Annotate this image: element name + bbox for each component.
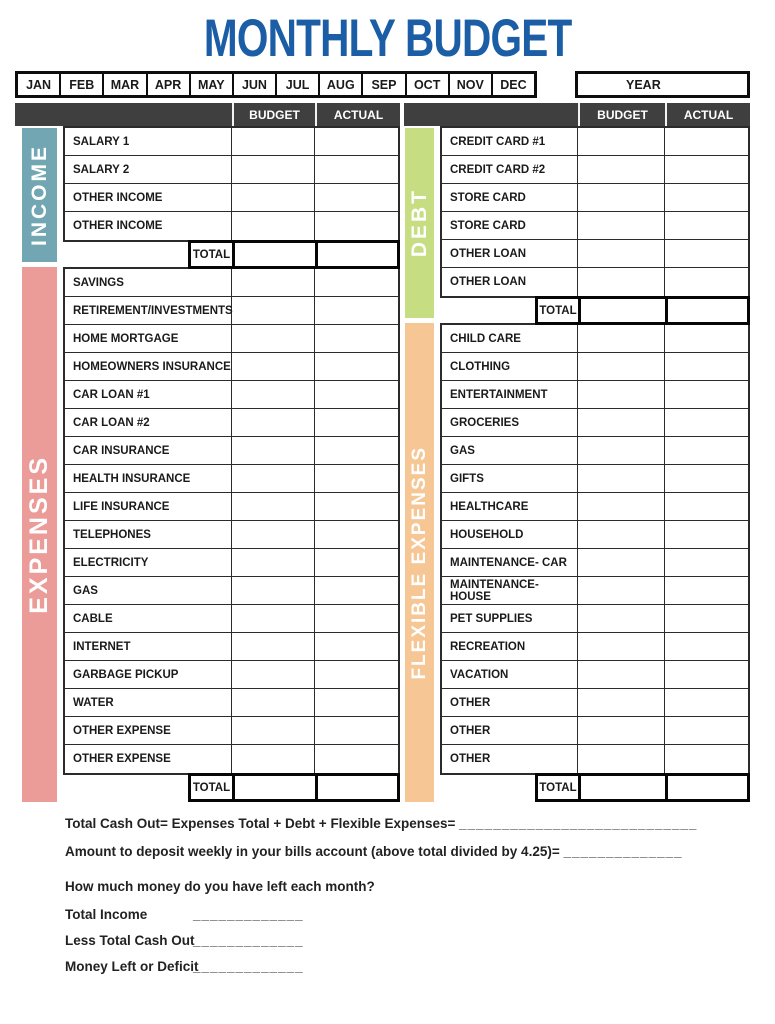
flexible-actual-cell[interactable]	[665, 661, 748, 688]
expenses-budget-cell[interactable]	[232, 717, 315, 744]
flexible-row	[442, 493, 748, 521]
row-label: CAR LOAN #2	[65, 409, 232, 436]
flexible-budget-cell[interactable]	[578, 633, 665, 660]
total-cash-out-text: Total Cash Out= Expenses Total + Debt + Flexible Expenses=	[65, 816, 456, 831]
income-budget-cell[interactable]	[232, 156, 315, 183]
month-feb[interactable]: FEB	[61, 74, 104, 95]
debt-row	[442, 212, 748, 240]
row-label: CREDIT CARD #2	[442, 156, 578, 183]
flexible-budget-cell[interactable]	[578, 353, 665, 380]
expenses-budget-cell[interactable]	[232, 521, 315, 548]
left-column-header	[15, 103, 400, 126]
expenses-row	[65, 437, 398, 465]
debt-budget-cell[interactable]	[578, 184, 665, 211]
expenses-row	[65, 605, 398, 633]
flexible-total-row	[535, 773, 750, 802]
expenses-section-bar	[22, 267, 57, 802]
month-jan[interactable]: JAN	[18, 74, 61, 95]
row-label: STORE CARD	[442, 212, 578, 239]
flexible-budget-cell[interactable]	[578, 745, 665, 773]
month-nov[interactable]: NOV	[450, 74, 493, 95]
total-label: TOTAL	[191, 243, 235, 266]
expenses-budget-cell[interactable]	[232, 381, 315, 408]
debt-table	[440, 126, 750, 298]
row-label: SAVINGS	[65, 269, 232, 296]
expenses-actual-cell[interactable]	[315, 409, 398, 436]
expenses-actual-cell[interactable]	[315, 493, 398, 520]
row-label: OTHER	[442, 717, 578, 744]
expenses-row	[65, 381, 398, 409]
flexible-row	[442, 549, 748, 577]
row-label: OTHER INCOME	[65, 212, 232, 240]
row-label: GAS	[65, 577, 232, 604]
flexible-budget-cell[interactable]	[578, 717, 665, 744]
expenses-row	[65, 745, 398, 773]
row-label: MAINTENANCE- HOUSE	[442, 577, 578, 604]
row-label: GARBAGE PICKUP	[65, 661, 232, 688]
expenses-row	[65, 409, 398, 437]
expenses-budget-cell[interactable]	[232, 661, 315, 688]
flexible-actual-cell[interactable]	[665, 549, 748, 576]
row-label: TELEPHONES	[65, 521, 232, 548]
income-actual-cell[interactable]	[315, 184, 398, 211]
income-total-actual-cell[interactable]	[318, 243, 397, 266]
page-title: MONTHLY BUDGET	[203, 9, 572, 69]
expenses-budget-cell[interactable]	[232, 437, 315, 464]
income-budget-cell[interactable]	[232, 128, 315, 155]
expenses-row	[65, 689, 398, 717]
flexible-row	[442, 745, 748, 773]
flexible-budget-cell[interactable]	[578, 521, 665, 548]
flexible-actual-cell[interactable]	[665, 521, 748, 548]
expenses-table	[63, 267, 400, 775]
debt-budget-cell[interactable]	[578, 128, 665, 155]
income-row	[65, 212, 398, 240]
debt-section-bar	[405, 128, 434, 318]
expenses-actual-cell[interactable]	[315, 325, 398, 352]
flexible-row	[442, 437, 748, 465]
month-sep[interactable]: SEP	[363, 74, 406, 95]
month-apr[interactable]: APR	[148, 74, 191, 95]
row-label: OTHER EXPENSE	[65, 745, 232, 773]
weekly-deposit-text: Amount to deposit weekly in your bills account (above total divided by 4.25)=	[65, 844, 560, 859]
expenses-row	[65, 717, 398, 745]
header-spacer	[15, 103, 232, 126]
flexible-actual-cell[interactable]	[665, 353, 748, 380]
flexible-expenses-table	[440, 323, 750, 775]
expenses-budget-cell[interactable]	[232, 633, 315, 660]
header-spacer	[404, 103, 578, 126]
debt-actual-cell[interactable]	[665, 212, 748, 239]
row-label: OTHER	[442, 689, 578, 716]
row-label: HEALTHCARE	[442, 493, 578, 520]
budget-column-header: BUDGET	[232, 103, 315, 126]
flexible-expenses-section-bar	[405, 323, 434, 802]
expenses-actual-cell[interactable]	[315, 633, 398, 660]
total-income-blank[interactable]: _____________	[193, 907, 304, 922]
flexible-row	[442, 717, 748, 745]
flexible-budget-cell[interactable]	[578, 689, 665, 716]
row-label: SALARY 1	[65, 128, 232, 155]
expenses-total-actual-cell[interactable]	[318, 776, 397, 799]
month-oct[interactable]: OCT	[407, 74, 450, 95]
income-section-label: INCOME	[27, 144, 51, 246]
flexible-budget-cell[interactable]	[578, 409, 665, 436]
expenses-budget-cell[interactable]	[232, 577, 315, 604]
year-input-box[interactable]	[575, 71, 750, 98]
expenses-row	[65, 353, 398, 381]
row-label: CREDIT CARD #1	[442, 128, 578, 155]
expenses-actual-cell[interactable]	[315, 661, 398, 688]
income-actual-cell[interactable]	[315, 128, 398, 155]
month-jul[interactable]: JUL	[277, 74, 320, 95]
expenses-total-budget-cell[interactable]	[235, 776, 318, 799]
row-label: WATER	[65, 689, 232, 716]
flexible-total-actual-cell[interactable]	[668, 776, 747, 799]
debt-total-actual-cell[interactable]	[668, 299, 747, 322]
expenses-actual-cell[interactable]	[315, 689, 398, 716]
income-row	[65, 128, 398, 156]
debt-actual-cell[interactable]	[665, 184, 748, 211]
flexible-actual-cell[interactable]	[665, 437, 748, 464]
expenses-row	[65, 633, 398, 661]
expenses-actual-cell[interactable]	[315, 465, 398, 492]
expenses-row	[65, 297, 398, 325]
row-label: VACATION	[442, 661, 578, 688]
income-budget-cell[interactable]	[232, 212, 315, 240]
expenses-budget-cell[interactable]	[232, 269, 315, 296]
row-label: OTHER EXPENSE	[65, 717, 232, 744]
row-label: STORE CARD	[442, 184, 578, 211]
expenses-actual-cell[interactable]	[315, 549, 398, 576]
weekly-deposit-blank[interactable]: ______________	[563, 844, 683, 859]
flexible-actual-cell[interactable]	[665, 465, 748, 492]
money-left-or-deficit-blank[interactable]: _____________	[193, 959, 304, 974]
flexible-budget-cell[interactable]	[578, 661, 665, 688]
flexible-actual-cell[interactable]	[665, 381, 748, 408]
expenses-budget-cell[interactable]	[232, 465, 315, 492]
budget-column-header: BUDGET	[578, 103, 665, 126]
expenses-row	[65, 493, 398, 521]
expenses-total-row	[188, 773, 400, 802]
right-column-header	[404, 103, 750, 126]
flexible-budget-cell[interactable]	[578, 549, 665, 576]
income-budget-cell[interactable]	[232, 184, 315, 211]
expenses-actual-cell[interactable]	[315, 381, 398, 408]
expenses-actual-cell[interactable]	[315, 577, 398, 604]
expenses-row	[65, 577, 398, 605]
expenses-actual-cell[interactable]	[315, 605, 398, 632]
less-total-cash-out-label: Less Total Cash Out	[65, 933, 195, 948]
flexible-row	[442, 633, 748, 661]
expenses-row	[65, 521, 398, 549]
expenses-budget-cell[interactable]	[232, 549, 315, 576]
flexible-budget-cell[interactable]	[578, 493, 665, 520]
row-label: HOUSEHOLD	[442, 521, 578, 548]
income-actual-cell[interactable]	[315, 212, 398, 240]
expenses-actual-cell[interactable]	[315, 353, 398, 380]
row-label: PET SUPPLIES	[442, 605, 578, 632]
row-label: OTHER	[442, 745, 578, 773]
month-may[interactable]: MAY	[191, 74, 234, 95]
title-wrap	[0, 8, 775, 68]
flexible-row	[442, 381, 748, 409]
flexible-budget-cell[interactable]	[578, 381, 665, 408]
debt-row	[442, 240, 748, 268]
debt-row	[442, 184, 748, 212]
row-label: HOMEOWNERS INSURANCE	[65, 353, 232, 380]
row-label: RETIREMENT/INVESTMENTS	[65, 297, 232, 324]
row-label: GAS	[442, 437, 578, 464]
flexible-row	[442, 409, 748, 437]
row-label: SALARY 2	[65, 156, 232, 183]
expenses-budget-cell[interactable]	[232, 689, 315, 716]
expenses-actual-cell[interactable]	[315, 269, 398, 296]
total-cash-out-blank[interactable]: ____________________________	[459, 816, 698, 831]
flexible-row	[442, 465, 748, 493]
debt-actual-cell[interactable]	[665, 268, 748, 296]
month-jun[interactable]: JUN	[234, 74, 277, 95]
flexible-budget-cell[interactable]	[578, 465, 665, 492]
expenses-budget-cell[interactable]	[232, 297, 315, 324]
debt-budget-cell[interactable]	[578, 240, 665, 267]
debt-row	[442, 128, 748, 156]
income-actual-cell[interactable]	[315, 156, 398, 183]
expenses-row	[65, 465, 398, 493]
total-label: TOTAL	[191, 776, 235, 799]
total-cash-out-line	[65, 816, 697, 831]
debt-row	[442, 268, 748, 296]
expenses-actual-cell[interactable]	[315, 745, 398, 773]
expenses-budget-cell[interactable]	[232, 493, 315, 520]
actual-column-header: ACTUAL	[665, 103, 750, 126]
expenses-budget-cell[interactable]	[232, 745, 315, 773]
debt-budget-cell[interactable]	[578, 212, 665, 239]
flexible-actual-cell[interactable]	[665, 689, 748, 716]
money-left-question: How much money do you have left each month?	[65, 879, 375, 894]
row-label: RECREATION	[442, 633, 578, 660]
flexible-budget-cell[interactable]	[578, 605, 665, 632]
flexible-row	[442, 661, 748, 689]
flexible-actual-cell[interactable]	[665, 409, 748, 436]
row-label: CHILD CARE	[442, 325, 578, 352]
row-label: HEALTH INSURANCE	[65, 465, 232, 492]
expenses-budget-cell[interactable]	[232, 325, 315, 352]
flexible-actual-cell[interactable]	[665, 605, 748, 632]
debt-actual-cell[interactable]	[665, 156, 748, 183]
flexible-row	[442, 521, 748, 549]
row-label: ENTERTAINMENT	[442, 381, 578, 408]
money-left-or-deficit-label: Money Left or Deficit	[65, 959, 199, 974]
total-income-label: Total Income	[65, 907, 148, 922]
flexible-row	[442, 325, 748, 353]
expenses-section-label: EXPENSES	[25, 455, 53, 614]
expenses-row	[65, 269, 398, 297]
row-label: CAR LOAN #1	[65, 381, 232, 408]
expenses-actual-cell[interactable]	[315, 437, 398, 464]
row-label: CAR INSURANCE	[65, 437, 232, 464]
flexible-row	[442, 689, 748, 717]
row-label: GROCERIES	[442, 409, 578, 436]
less-total-cash-out-blank[interactable]: _____________	[193, 933, 304, 948]
flexible-budget-cell[interactable]	[578, 325, 665, 352]
expenses-budget-cell[interactable]	[232, 353, 315, 380]
income-row	[65, 156, 398, 184]
flexible-actual-cell[interactable]	[665, 717, 748, 744]
weekly-deposit-line	[65, 844, 683, 859]
income-row	[65, 184, 398, 212]
row-label: HOME MORTGAGE	[65, 325, 232, 352]
debt-total-row	[535, 296, 750, 325]
flexible-budget-cell[interactable]	[578, 577, 665, 604]
total-label: TOTAL	[538, 299, 581, 322]
income-total-row	[188, 240, 400, 269]
row-label: CABLE	[65, 605, 232, 632]
expenses-row	[65, 325, 398, 353]
flexible-budget-cell[interactable]	[578, 437, 665, 464]
income-section-bar	[22, 128, 57, 262]
row-label: INTERNET	[65, 633, 232, 660]
flexible-actual-cell[interactable]	[665, 577, 748, 604]
income-total-budget-cell[interactable]	[235, 243, 318, 266]
expenses-row	[65, 661, 398, 689]
flexible-expenses-section-label: FLEXIBLE EXPENSES	[408, 445, 430, 680]
flexible-row	[442, 353, 748, 381]
row-label: OTHER LOAN	[442, 268, 578, 296]
flexible-actual-cell[interactable]	[665, 633, 748, 660]
month-mar[interactable]: MAR	[104, 74, 147, 95]
actual-column-header: ACTUAL	[315, 103, 400, 126]
row-label: CLOTHING	[442, 353, 578, 380]
debt-actual-cell[interactable]	[665, 128, 748, 155]
total-label: TOTAL	[538, 776, 581, 799]
expenses-row	[65, 549, 398, 577]
row-label: LIFE INSURANCE	[65, 493, 232, 520]
debt-section-label: DEBT	[407, 188, 431, 258]
row-label: OTHER LOAN	[442, 240, 578, 267]
flexible-actual-cell[interactable]	[665, 325, 748, 352]
row-label: GIFTS	[442, 465, 578, 492]
flexible-row	[442, 605, 748, 633]
flexible-actual-cell[interactable]	[665, 745, 748, 773]
expenses-budget-cell[interactable]	[232, 409, 315, 436]
row-label: MAINTENANCE- CAR	[442, 549, 578, 576]
debt-row	[442, 156, 748, 184]
debt-total-budget-cell[interactable]	[581, 299, 668, 322]
debt-budget-cell[interactable]	[578, 268, 665, 296]
expenses-budget-cell[interactable]	[232, 605, 315, 632]
expenses-actual-cell[interactable]	[315, 717, 398, 744]
debt-actual-cell[interactable]	[665, 240, 748, 267]
expenses-actual-cell[interactable]	[315, 297, 398, 324]
expenses-actual-cell[interactable]	[315, 521, 398, 548]
month-aug[interactable]: AUG	[320, 74, 363, 95]
debt-budget-cell[interactable]	[578, 156, 665, 183]
month-strip	[15, 71, 537, 98]
flexible-actual-cell[interactable]	[665, 493, 748, 520]
year-label: YEAR	[626, 77, 661, 92]
row-label: OTHER INCOME	[65, 184, 232, 211]
row-label: ELECTRICITY	[65, 549, 232, 576]
flexible-total-budget-cell[interactable]	[581, 776, 668, 799]
month-dec[interactable]: DEC	[500, 77, 527, 92]
income-table	[63, 126, 400, 242]
flexible-row	[442, 577, 748, 605]
